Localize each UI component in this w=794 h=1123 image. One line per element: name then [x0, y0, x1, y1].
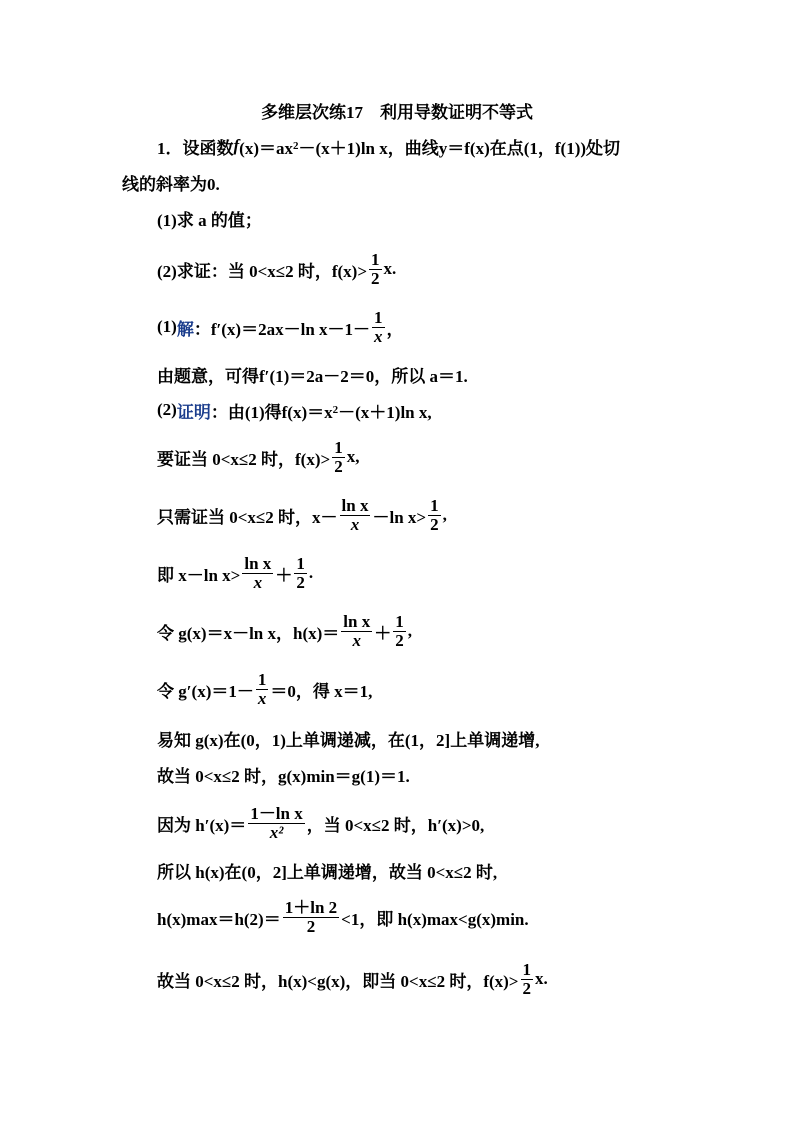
- solution-text: ＋: [275, 565, 293, 585]
- solution-text: －ln x>: [372, 507, 427, 527]
- fraction: $\frac{\text{ln x}}{x}$: [244, 553, 272, 592]
- solution-text: 令 g′(x)＝1－: [157, 681, 254, 701]
- fraction: $\frac{1}{x}$: [374, 307, 383, 346]
- fraction: $\frac{1}{2}$: [371, 249, 380, 288]
- solution-text: <1，即 h(x)max<g(x)min.: [341, 909, 529, 929]
- solution-line-10: 故当 0<x≤2 时，g(x)min＝g(1)＝1.: [157, 766, 410, 786]
- solution-line-13: [157, 892, 529, 942]
- solution-text: ,: [407, 621, 412, 640]
- solution-line-11: [157, 798, 484, 848]
- problem-line-2: 线的斜率为0.: [122, 174, 220, 194]
- fraction: $\frac{\text{ln x}}{x}$: [343, 611, 371, 650]
- question-1: (1)求 a 的值；: [157, 210, 262, 230]
- solution-text: 即 x－ln x>: [157, 565, 241, 585]
- superscript: 2: [332, 404, 339, 416]
- fraction: $\frac{1}{2}$: [334, 437, 343, 476]
- page-title: 多维层次练17 利用导数证明不等式: [261, 103, 533, 122]
- solution-text: 只需证当 0<x≤2 时，x－: [157, 507, 338, 527]
- solution-text: (1): [157, 317, 177, 336]
- solution-keyword: 解: [176, 319, 194, 339]
- solution-line-2: 由题意，可得f′(1)＝2a－2＝0，所以 a＝1.: [157, 366, 468, 386]
- solution-line-7: [157, 606, 412, 656]
- problem-line-1: [157, 126, 620, 166]
- solution-line-3: [157, 390, 432, 430]
- solution-text: 因为 h′(x)＝: [157, 815, 247, 835]
- solution-text: ,: [442, 505, 447, 524]
- fraction: $\frac{\text{1－ln x}}{\text{x²}}$: [250, 803, 303, 842]
- fraction: $\frac{1+\ln 2}{2}$: [284, 897, 338, 936]
- solution-line-4: [157, 432, 359, 482]
- solution-text: (2): [157, 400, 177, 419]
- solution-text: 要证当 0<x≤2 时，f(x)>: [157, 449, 331, 469]
- solution-line-8: [157, 664, 372, 714]
- problem-text: f: [233, 136, 240, 155]
- solution-text: 令 g(x)＝x－ln x，h(x)＝: [157, 623, 340, 643]
- question-text: x.: [383, 259, 397, 278]
- solution-text: 故当 0<x≤2 时，h(x)<g(x)，即当 0<x≤2 时，f(x)>: [157, 971, 519, 991]
- solution-keyword: 证明: [176, 402, 211, 422]
- solution-text: ，: [386, 319, 404, 339]
- fraction: $\frac{1}{2}$: [296, 553, 305, 592]
- question-2: [157, 244, 396, 294]
- solution-line-14: [157, 954, 548, 1004]
- fraction: $\frac{\text{ln x}}{x}$: [341, 495, 369, 534]
- superscript: 2: [293, 140, 299, 152]
- solution-text: x.: [535, 969, 548, 988]
- solution-text: ＋: [374, 623, 392, 643]
- question-text: (2)求证：当 0<x≤2 时，f(x)>: [157, 261, 368, 281]
- solution-text: .: [308, 563, 314, 582]
- solution-line-6: [157, 548, 313, 598]
- solution-text: －(x＋1)ln x,: [338, 402, 432, 422]
- solution-text: ，当 0<x≤2 时，h′(x)>0,: [306, 815, 485, 835]
- solution-line-5: [157, 490, 447, 540]
- fraction: $\frac{1}{x}$: [257, 669, 267, 708]
- problem-text: (x)＝ax: [239, 138, 293, 158]
- fraction: $\frac{1}{2}$: [522, 959, 531, 998]
- solution-text: h(x)max＝h(2)＝: [157, 909, 281, 929]
- solution-text: ＝0，得 x＝1,: [270, 681, 373, 701]
- problem-text: y＝f(x)在点(1，f(1))处切: [438, 138, 621, 158]
- problem-text: 1．设函数: [157, 138, 234, 158]
- fraction: $\frac{1}{2}$: [430, 495, 439, 534]
- problem-text: －(x＋1)ln x，曲线: [298, 138, 439, 158]
- fraction: $\frac{1}{2}$: [395, 611, 404, 650]
- solution-line-9: 易知 g(x)在(0，1)上单调递减，在(1，2]上单调递增,: [157, 730, 540, 750]
- solution-line-12: 所以 h(x)在(0，2]上单调递增，故当 0<x≤2 时,: [157, 862, 498, 882]
- solution-line-1: [157, 302, 404, 352]
- solution-text: ：f′(x)＝2ax－ln x－1－: [193, 319, 371, 339]
- solution-text: x,: [346, 447, 360, 466]
- solution-text: ：由(1)得f(x)＝x: [210, 402, 333, 422]
